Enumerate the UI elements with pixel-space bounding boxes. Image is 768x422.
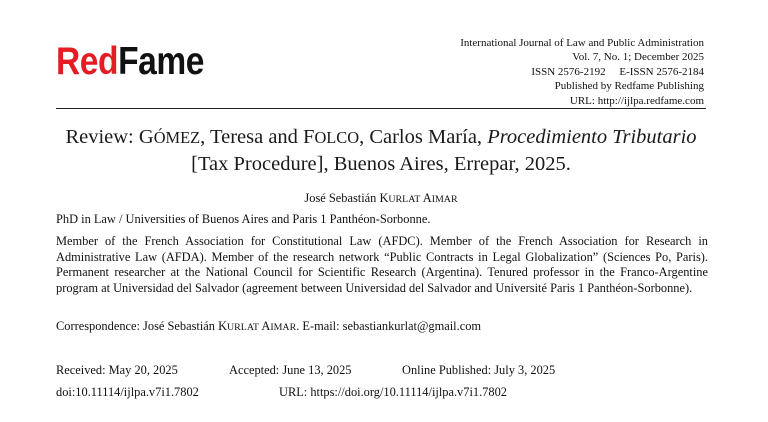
published-date: Online Published: July 3, 2025 [402,363,556,377]
journal-issn: ISSN 2576-2192 E-ISSN 2576-2184 [531,65,704,78]
header-divider [56,108,706,109]
journal-volume: Vol. 7, No. 1; December 2025 [572,51,704,64]
author-given: José Sebastián K [304,191,389,205]
author-mid: A [420,191,432,205]
corr-suffix: . E-mail: sebastiankurlat@gmail.com [296,319,482,333]
author-sc2: IMAR [431,194,458,205]
affiliation-memberships: Member of the French Association for Constitutional Law (AFDC). Member of the French Association for Research in Administrative Law (AFDA). Member of the research network “Public Contracts in Legal Globalization” (Sciences Po, Paris). Permanent researcher at the National Council for Scientific Research (Argentina). Tenured professor in the Franco-Argentine program at Universidad del Salvador (agreement between Universidad del Salvador and Université Paris 1 Panthéon-Sorbonne). [56,234,708,295]
title-author1-smallcaps: ÓMEZ [153,128,201,147]
corr-sc2: IMAR [270,322,297,333]
corr-prefix: Correspondence: José Sebastián K [56,319,228,333]
doi-url-link[interactable]: URL: https://doi.org/10.11114/ijlpa.v7i1.7802 [279,385,507,399]
author-line [56,190,706,208]
correspondence-line [56,319,708,336]
title-author1-rest: , Teresa and F [200,126,315,148]
journal-header [364,36,704,108]
journal-url[interactable]: URL: http://ijlpa.redfame.com [569,94,704,107]
journal-publisher: Published by Redfame Publishing [554,80,704,93]
article-title [56,124,706,178]
journal-name: International Journal of Law and Public Administration [460,37,704,49]
title-author2-rest: , Carlos María, [359,126,488,148]
title-book-italic: Procedimiento Tributario [487,126,697,148]
accepted-date: Accepted: June 13, 2025 [229,363,352,377]
title-prefix: Review: G [65,126,154,148]
title-suffix: [Tax Procedure], Buenos Aires, Errepar, 2025. [191,153,571,175]
logo-black-part: Fame [118,40,204,83]
logo-red-part: Red [56,40,119,83]
received-date: Received: May 20, 2025 [56,363,178,377]
corr-sc1: URLAT [227,322,259,333]
title-author2-smallcaps: OLCO [314,128,360,147]
redfame-logo [56,40,204,84]
doi-text[interactable]: doi:10.11114/ijlpa.v7i1.7802 [56,385,199,399]
author-sc1: URLAT [388,194,421,205]
corr-mid: A [258,319,271,333]
affiliation-degree: PhD in Law / Universities of Buenos Aires and Paris 1 Panthéon-Sorbonne. [56,212,431,226]
